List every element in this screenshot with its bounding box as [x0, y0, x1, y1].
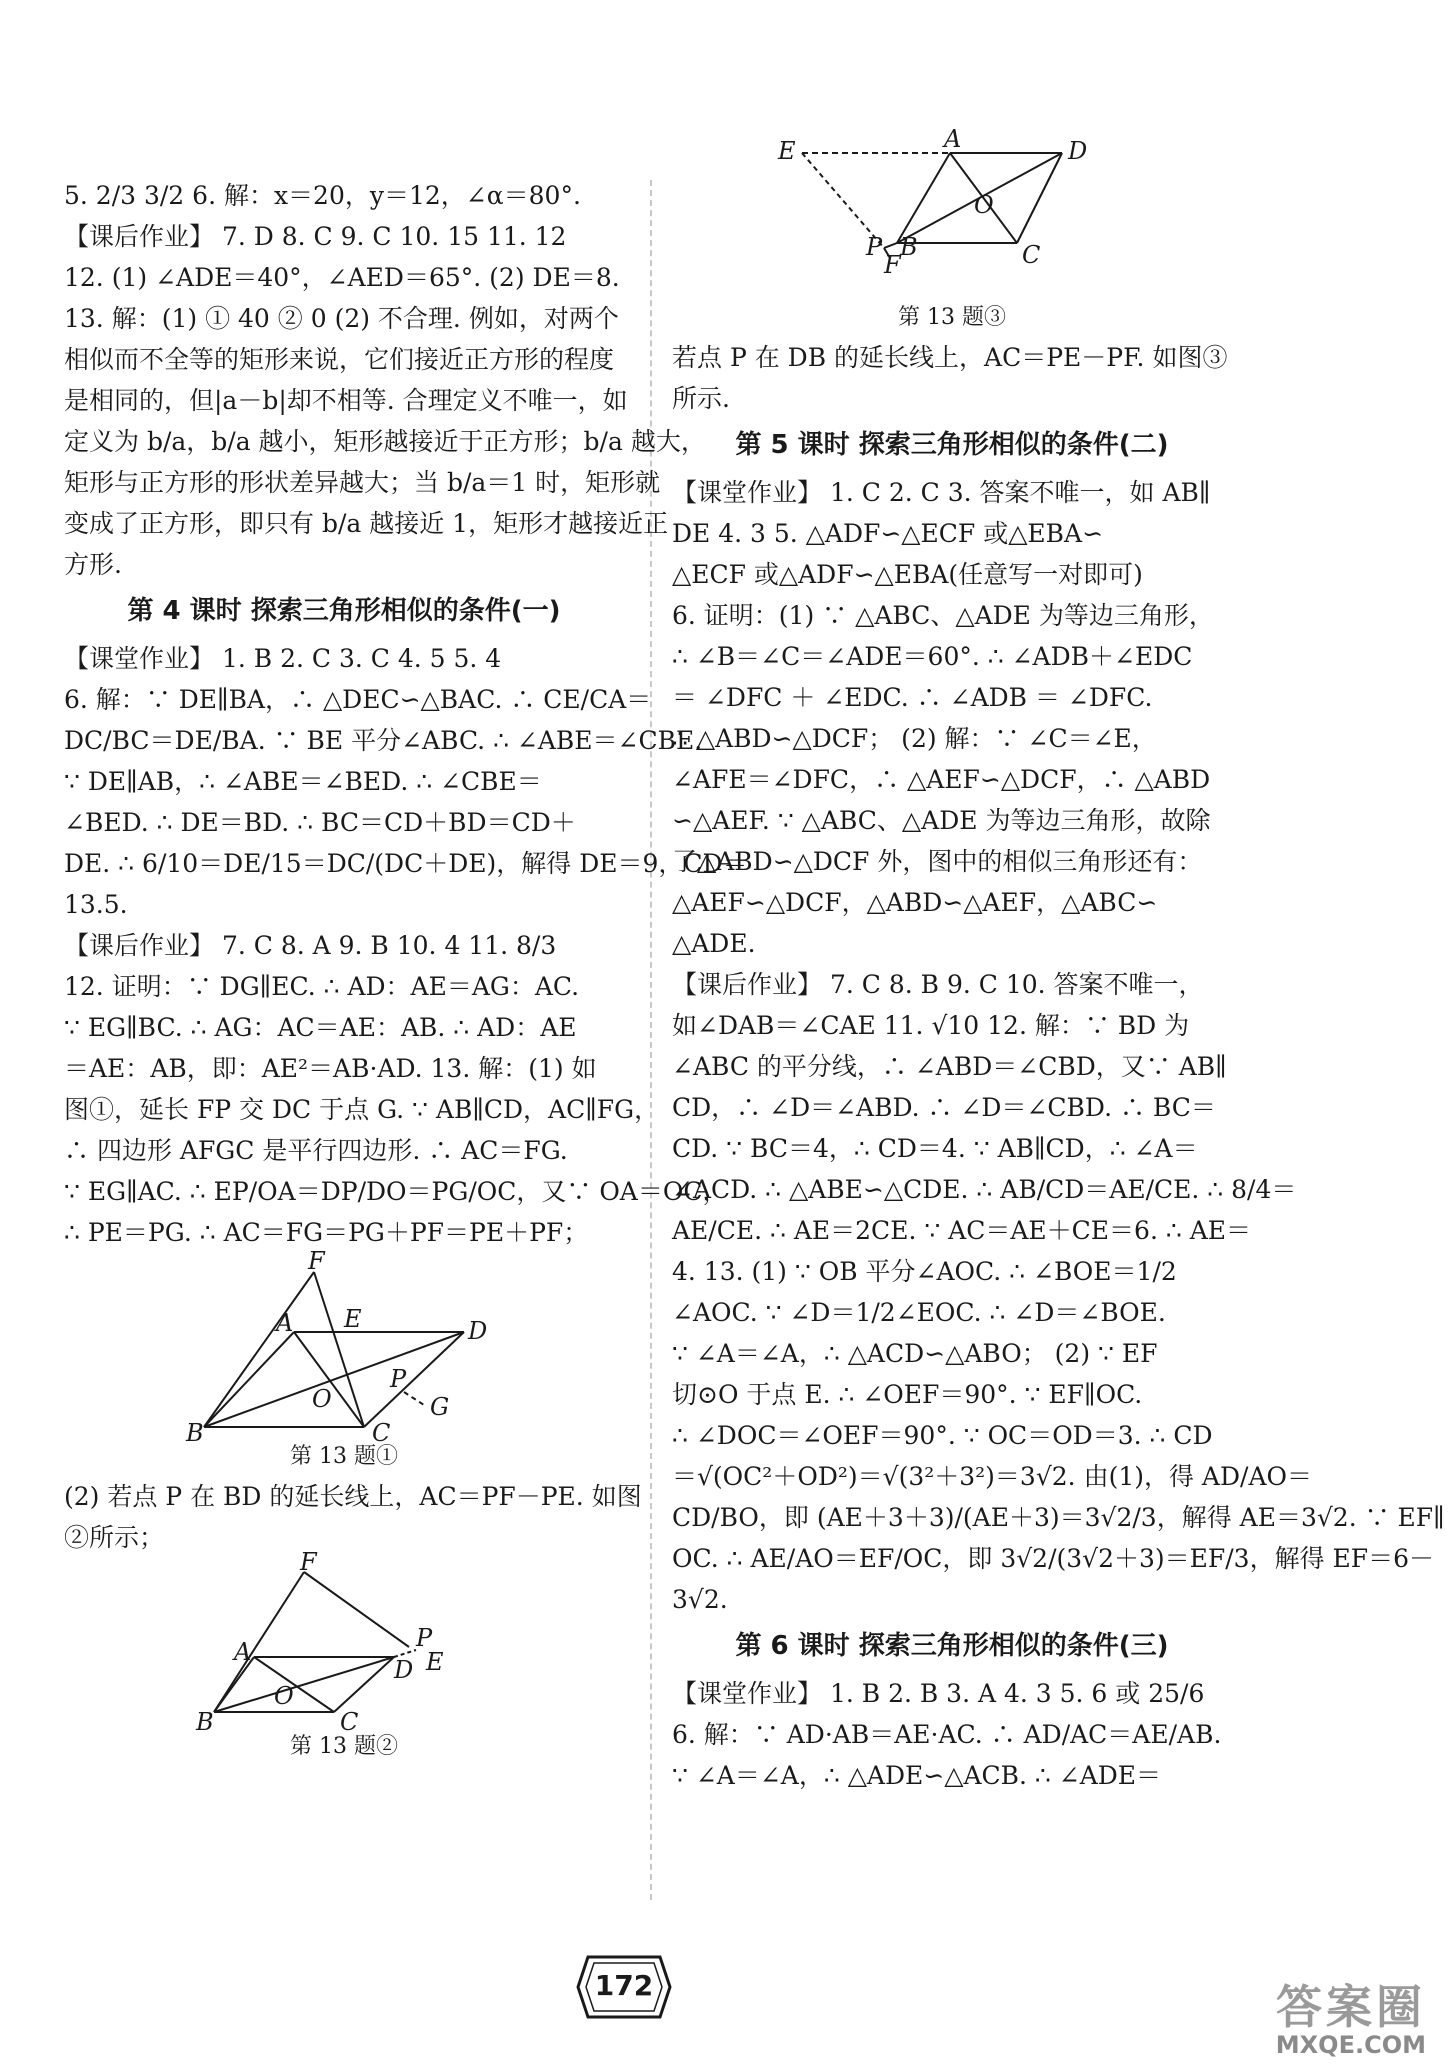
- figure-13-2: [64, 1548, 624, 1762]
- text-line: 12. (1) ∠ADE＝40°，∠AED＝65°. (2) DE＝8.: [64, 263, 620, 292]
- figure-caption: 第 13 题①: [290, 1444, 398, 1469]
- right-text-block-a: [672, 337, 1232, 419]
- svg-text:F: F: [884, 251, 901, 279]
- text-line: 【课堂作业】 1. B 2. B 3. A 4. 3 5. 6 或 25/6: [672, 1679, 1205, 1708]
- section-heading-lesson-5: 第 5 课时 探索三角形相似的条件(二): [735, 430, 1169, 460]
- text-line: ∴ △ABD∽△DCF； (2) 解：∵ ∠C＝∠E，: [672, 724, 1157, 753]
- svg-text:A: A: [276, 1309, 294, 1337]
- page-number-badge: [576, 1955, 672, 2019]
- text-line: 【课堂作业】 1. B 2. C 3. C 4. 5 5. 4: [64, 644, 502, 673]
- watermark-url: MXQE.COM: [1275, 2031, 1426, 2059]
- svg-text:D: D: [394, 1656, 414, 1684]
- text-line: 变成了正方形，即只有 b/a 越接近 1，矩形才越接近正: [64, 509, 669, 538]
- text-line: 若点 P 在 DB 的延长线上，AC＝PE－PF. 如图③: [672, 343, 1228, 372]
- text-line: 【课后作业】 7. C 8. B 9. C 10. 答案不唯一，: [672, 970, 1204, 999]
- text-line: ＝AE：AB，即：AE²＝AB·AD. 13. 解：(1) 如: [64, 1054, 597, 1083]
- text-line: ∵ EG∥BC. ∴ AG：AC＝AE：AB. ∴ AD：AE: [64, 1013, 577, 1042]
- svg-text:P: P: [866, 233, 883, 261]
- text-line: 【课堂作业】 1. C 2. C 3. 答案不唯一，如 AB∥: [672, 478, 1211, 507]
- text-line: 4. 13. (1) ∵ OB 平分∠AOC. ∴ ∠BOE＝1/2: [672, 1257, 1177, 1286]
- text-line: 切⊙O 于点 E. ∴ ∠OEF＝90°. ∵ EF∥OC.: [672, 1380, 1143, 1409]
- text-line: ＝ ∠DFC ＋ ∠EDC. ∴ ∠ADB ＝ ∠DFC.: [672, 683, 1153, 712]
- watermark-logo: [1186, 1971, 1436, 2061]
- text-line: 相似而不全等的矩形来说，它们接近正方形的程度: [64, 345, 615, 374]
- watermark-text: 答案圈: [1276, 1980, 1426, 2034]
- text-line: ②所示；: [64, 1523, 165, 1552]
- text-line: 5. 2/3 3/2 6. 解：x＝20，y＝12，∠α＝80°.: [64, 181, 581, 210]
- text-line: ∠ACD. ∴ △ABE∽△CDE. ∴ AB/CD＝AE/CE. ∴ 8/4＝: [672, 1175, 1297, 1204]
- text-line: 6. 解：∵ DE∥BA，∴ △DEC∽△BAC. ∴ CE/CA＝: [64, 685, 652, 714]
- text-line: OC. ∴ AE/AO＝EF/OC，即 3√2/(3√2＋3)＝EF/3，解得 EF＝6－: [672, 1544, 1435, 1573]
- svg-text:C: C: [340, 1708, 359, 1736]
- text-line: 13. 解：(1) ① 40 ② 0 (2) 不合理. 例如，对两个: [64, 304, 619, 333]
- text-line: ∽△AEF. ∵ △ABC、△ADE 为等边三角形，故除: [672, 806, 1211, 835]
- text-line: AE/CE. ∴ AE＝2CE. ∵ AC＝AE＋CE＝6. ∴ AE＝: [672, 1216, 1252, 1245]
- text-line: ∠BED. ∴ DE＝BD. ∴ BC＝CD＋BD＝CD＋: [64, 808, 576, 837]
- svg-text:P: P: [390, 1365, 407, 1393]
- section-heading-lesson-6: 第 6 课时 探索三角形相似的条件(三): [735, 1631, 1169, 1661]
- svg-text:E: E: [426, 1648, 444, 1676]
- svg-text:O: O: [312, 1385, 332, 1413]
- geometry-diagram-2: [194, 1548, 494, 1736]
- svg-text:E: E: [778, 137, 796, 165]
- section-heading-lesson-4: 第 4 课时 探索三角形相似的条件(一): [127, 596, 561, 626]
- text-line: 所示.: [672, 384, 730, 413]
- text-line: ∴ ∠B＝∠C＝∠ADE＝60°. ∴ ∠ADB＋∠EDC: [672, 642, 1193, 671]
- text-line: (2) 若点 P 在 BD 的延长线上，AC＝PF－PE. 如图: [64, 1482, 642, 1511]
- svg-text:C: C: [1022, 241, 1041, 269]
- text-line: CD，∴ ∠D＝∠ABD. ∴ ∠D＝∠CBD. ∴ BC＝: [672, 1093, 1216, 1122]
- text-line: 【课后作业】 7. C 8. A 9. B 10. 4 11. 8/3: [64, 931, 557, 960]
- svg-text:G: G: [430, 1393, 450, 1421]
- figure-13-1: [64, 1247, 624, 1472]
- geometry-diagram-3: [772, 125, 1132, 303]
- text-line: 定义为 b/a，b/a 越小，矩形越接近于正方形；b/a 越大，: [64, 427, 706, 456]
- page-number: 172: [594, 1969, 654, 2002]
- text-line: 矩形与正方形的形状差异越大；当 b/a＝1 时，矩形就: [64, 468, 661, 497]
- svg-text:B: B: [196, 1708, 214, 1736]
- right-column: [672, 125, 1445, 1796]
- text-line: 6. 解：∵ AD·AB＝AE·AC. ∴ AD/AC＝AE/AB.: [672, 1720, 1222, 1749]
- text-line: ∴ PE＝PG. ∴ AC＝FG＝PG＋PF＝PE＋PF；: [64, 1218, 589, 1247]
- text-line: CD. ∵ BC＝4，∴ CD＝4. ∵ AB∥CD，∴ ∠A＝: [672, 1134, 1198, 1163]
- svg-text:A: A: [944, 125, 962, 153]
- text-line: ∠AOC. ∵ ∠D＝1/2∠EOC. ∴ ∠D＝∠BOE.: [672, 1298, 1166, 1327]
- text-line: △ADE.: [672, 929, 756, 958]
- text-line: ∠ABC 的平分线，∴ ∠ABD＝∠CBD，又∵ AB∥: [672, 1052, 1227, 1081]
- svg-text:B: B: [900, 233, 918, 261]
- text-line: DE. ∴ 6/10＝DE/15＝DC/(DC＋DE)，解得 DE＝9，CD＝: [64, 849, 748, 878]
- text-line: ∠AFE＝∠DFC，∴ △AEF∽△DCF，∴ △ABD: [672, 765, 1211, 794]
- svg-text:P: P: [416, 1624, 433, 1652]
- text-line: ∵ ∠A＝∠A，∴ △ADE∽△ACB. ∴ ∠ADE＝: [672, 1761, 1162, 1790]
- text-line: ∴ 四边形 AFGC 是平行四边形. ∴ AC＝FG.: [64, 1136, 568, 1165]
- right-text-block-b: [672, 472, 1445, 1620]
- text-line: 如∠DAB＝∠CAE 11. √10 12. 解：∵ BD 为: [672, 1011, 1190, 1040]
- text-line: 【课后作业】 7. D 8. C 9. C 10. 15 11. 12: [64, 222, 567, 251]
- text-line: 13.5.: [64, 890, 128, 919]
- svg-text:C: C: [372, 1419, 391, 1447]
- left-column: [64, 175, 748, 1766]
- figure-caption: 第 13 题③: [898, 305, 1006, 330]
- svg-text:E: E: [344, 1305, 362, 1333]
- svg-text:O: O: [974, 191, 994, 219]
- text-line: 12. 证明：∵ DG∥EC. ∴ AD：AE＝AG：AC.: [64, 972, 580, 1001]
- text-line: ∵ ∠A＝∠A，∴ △ACD∽△ABO； (2) ∵ EF: [672, 1339, 1158, 1368]
- left-text-block-b: [64, 638, 748, 1253]
- text-line: DE 4. 3 5. △ADF∽△ECF 或△EBA∽: [672, 519, 1104, 548]
- text-line: 3√2.: [672, 1585, 728, 1614]
- text-line: 图①，延长 FP 交 DC 于点 G. ∵ AB∥CD，AC∥FG，: [64, 1095, 660, 1124]
- text-line: 是相同的，但|a－b|却不相等. 合理定义不唯一，如: [64, 386, 628, 415]
- text-line: ∵ DE∥AB，∴ ∠ABE＝∠BED. ∴ ∠CBE＝: [64, 767, 542, 796]
- text-line: 方形.: [64, 550, 122, 579]
- left-text-block-c: [64, 1476, 642, 1558]
- svg-text:F: F: [308, 1247, 325, 1275]
- svg-text:O: O: [274, 1682, 294, 1710]
- text-line: △ECF 或△ADF∽△EBA(任意写一对即可): [672, 560, 1143, 589]
- text-line: ＝√(OC²＋OD²)＝√(3²＋3²)＝3√2. 由(1)，得 AD/AO＝: [672, 1462, 1313, 1491]
- svg-text:A: A: [234, 1638, 252, 1666]
- text-line: ∴ ∠DOC＝∠OEF＝90°. ∵ OC＝OD＝3. ∴ CD: [672, 1421, 1213, 1450]
- svg-text:D: D: [468, 1317, 488, 1345]
- text-line: 6. 证明：(1) ∵ △ABC、△ADE 为等边三角形，: [672, 601, 1214, 630]
- svg-text:F: F: [300, 1548, 317, 1576]
- svg-text:B: B: [186, 1419, 204, 1447]
- text-line: DC/BC＝DE/BA. ∵ BE 平分∠ABC. ∴ ∠ABE＝∠CBE.: [64, 726, 703, 755]
- svg-text:D: D: [1068, 137, 1088, 165]
- text-line: 了△ABD∽△DCF 外，图中的相似三角形还有：: [672, 847, 1203, 876]
- text-line: △AEF∽△DCF，△ABD∽△AEF，△ABC∽: [672, 888, 1158, 917]
- figure-13-3: [672, 125, 1232, 333]
- right-text-block-c: [672, 1673, 1232, 1796]
- figure-caption: 第 13 题②: [290, 1734, 398, 1759]
- geometry-diagram-1: [184, 1247, 504, 1447]
- text-line: ∵ EG∥AC. ∴ EP/OA＝DP/DO＝PG/OC，又∵ OA＝OC，: [64, 1177, 728, 1206]
- text-line: CD/BO，即 (AE＋3＋3)/(AE＋3)＝3√2/3，解得 AE＝3√2. ∵ EF∥: [672, 1503, 1445, 1532]
